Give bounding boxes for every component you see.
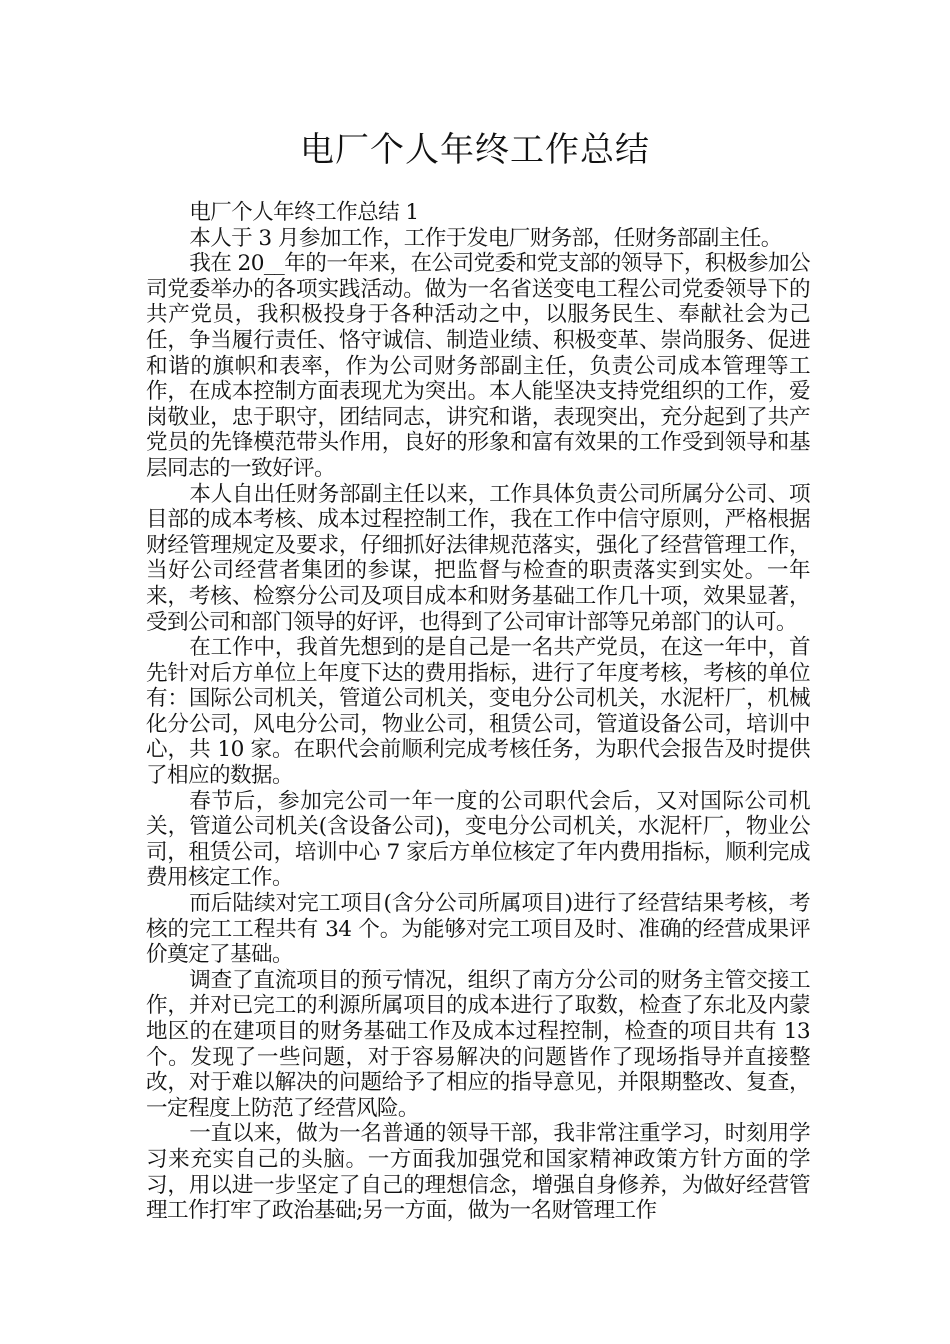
paragraph: 在工作中，我首先想到的是自己是一名共产党员，在这一年中，首先针对后方单位上年度下达的费用指标，进行了年度考核，考核的单位有：国际公司机关，管道公司机关，变电分公司机关，水泥杆厂，机械化分公司，风电分公司，物业公司，租赁公司，管道设备公司，培训中心，共 10 家。在职代会前顺利完成考核任务，为职代会报告及时提供了相应的数据。: [146, 635, 810, 789]
document-title: 电厂个人年终工作总结: [300, 130, 650, 170]
section-heading: 电厂个人年终工作总结 1: [189, 200, 419, 225]
paragraph: 调查了直流项目的预亏情况，组织了南方分公司的财务主管交接工作，并对已完工的利源所属项目的成本进行了取数，检查了东北及内蒙地区的在建项目的财务基础工作及成本过程控制，检查的项目共有 13 个。发现了一些问题，对于容易解决的问题皆作了现场指导并直接整改，对于难以解决的问题给予了相应的指导意见，并限期整改、复查，一定程度上防范了经营风险。: [146, 967, 810, 1121]
paragraph: 春节后，参加完公司一年一度的公司职代会后，又对国际公司机关，管道公司机关(含设备公司)，变电分公司机关，水泥杆厂，物业公司，租赁公司，培训中心 7 家后方单位核定了年内费用指标，顺利完成费用核定工作。: [146, 788, 810, 891]
paragraph: 本人于 3 月参加工作，工作于发电厂财务部，任财务部副主任。: [189, 225, 782, 251]
document-body: [146, 200, 810, 1224]
paragraph: 而后陆续对完工项目(含分公司所属项目)进行了经营结果考核，考核的完工工程共有 34 个。为能够对完工项目及时、准确的经营成果评价奠定了基础。: [146, 891, 810, 968]
paragraph: 本人自出任财务部副主任以来，工作具体负责公司所属分公司、项目部的成本考核、成本过程控制工作，我在工作中信守原则，严格根据财经管理规定及要求，仔细抓好法律规范落实，强化了经营管理工作，当好公司经营者集团的参谋，把监督与检查的职责落实到实处。一年来，考核、检察分公司及项目成本和财务基础工作几十项，效果显著，受到公司和部门领导的好评，也得到了公司审计部等兄弟部门的认可。: [146, 481, 810, 635]
paragraph: 一直以来，做为一名普通的领导干部，我非常注重学习，时刻用学习来充实自己的头脑。一方面我加强党和国家精神政策方针方面的学习，用以进一步坚定了自己的理想信念，增强自身修养，为做好经营管理工作打牢了政治基础;另一方面，做为一名财管理工作: [146, 1121, 810, 1224]
paragraph: 我在 20__年的一年来，在公司党委和党支部的领导下，积极参加公司党委举办的各项实践活动。做为一名省送变电工程公司党委领导下的共产党员，我积极投身于各种活动之中，以服务民生、奉献社会为己任，争当履行责任、恪守诚信、制造业绩、积极变革、崇尚服务、促进和谐的旗帜和表率，作为公司财务部副主任，负责公司成本管理等工作，在成本控制方面表现尤为突出。本人能坚决支持党组织的工作，爱岗敬业，忠于职守，团结同志，讲究和谐，表现突出，充分起到了共产党员的先锋模范带头作用，良好的形象和富有效果的工作受到领导和基层同志的一致好评。: [146, 251, 810, 481]
